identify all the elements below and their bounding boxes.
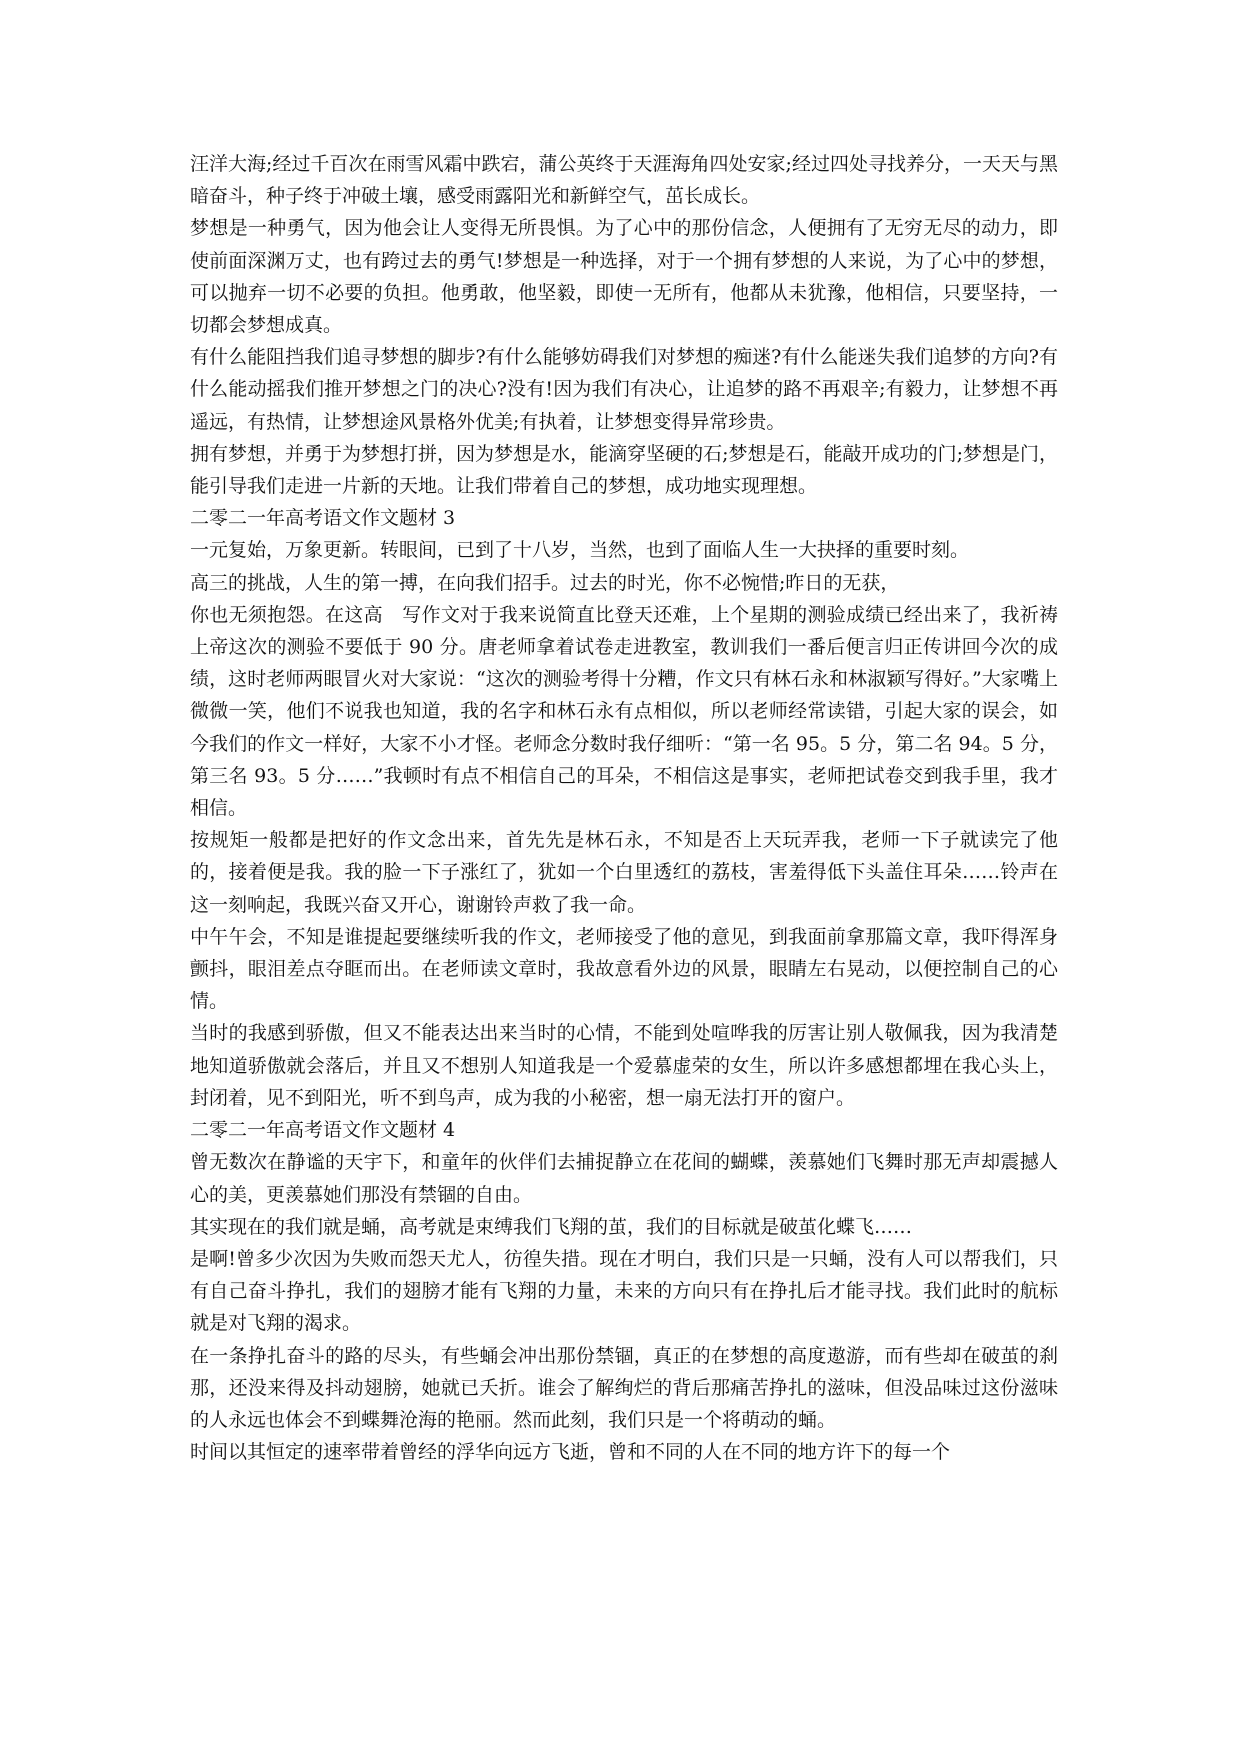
paragraph-dream-courage: 梦想是一种勇气，因为他会让人变得无所畏惧。为了心中的那份信念，人便拥有了无穷无尽的动力，即使前面深渊万丈，也有跨过去的勇气!梦想是一种选择，对于一个拥有梦想的人来说，为了心中的梦想，可以抛弃一切不必要的负担。他勇敢，他坚毅，即使一无所有，他都从未犹豫，他相信，只要坚持，一切都会梦想成真。 — [190, 217, 1058, 337]
paragraph-end-of-road: 在一条挣扎奋斗的路的尽头，有些蛹会冲出那份禁锢，真正的在梦想的高度遨游，而有些却在破茧的刹那，还没来得及抖动翅膀，她就已夭折。谁会了解绚烂的背后那痛苦挣扎的滋味，但没品味过这份滋味的人永远也体会不到蝶舞沧海的艳丽。然而此刻，我们只是一个将萌动的蛹。 — [190, 1344, 1058, 1431]
paragraph-test-scores: 你也无须抱怨。在这高 写作文对于我来说简直比登天还难，上个星期的测验成绩已经出来了，我祈祷上帝这次的测验不要低于 90 分。唐老师拿着试卷走进教室，教训我们一番后便言归正传讲回今次的成绩，这时老师两眼冒火对大家说：“这次的测验考得十分糟，作文只有林石永和林淑颖写得好。”大家嘴上微微一笑，他们不说我也知道，我的名字和林石永有点相似，所以老师经常读错，引起大家的误会，如今我们的作文一样好，大家不小才怪。老师念分数时我仔细听：“第一名 95。5 分，第二名 94。5 分，第三名 93。5 分……”我顿时有点不相信自己的耳朵，不相信这是事实，老师把试卷交到我手里，我才相信。 — [190, 603, 1058, 820]
paragraph-reading-essay: 按规矩一般都是把好的作文念出来，首先先是林石永，不知是否上天玩弄我，老师一下子就读完了他的，接着便是我。我的脸一下子涨红了，犹如一个白里透红的荔枝，害羞得低下头盖住耳朵……铃声在这一刻响起，我既兴奋又开心，谢谢铃声救了我一命。 — [190, 829, 1058, 916]
section-heading-3: 二零二一年高考语文作文题材 3 — [190, 507, 456, 530]
paragraph-struggle: 是啊!曾多少次因为失败而怨天尤人，彷徨失措。现在才明白，我们只是一只蛹，没有人可以帮我们，只有自己奋斗挣扎，我们的翅膀才能有飞翔的力量，未来的方向只有在挣扎后才能寻找。我们此时的航标就是对飞翔的渴求。 — [190, 1247, 1058, 1335]
paragraph-time-flies: 时间以其恒定的速率带着曾经的浮华向远方飞逝，曾和不同的人在不同的地方许下的每一个 — [190, 1441, 951, 1464]
paragraph-butterflies: 曾无数次在静谧的天宇下，和童年的伙伴们去捕捉静立在花间的蝴蝶，羡慕她们飞舞时那无声却震撼人心的美，更羡慕她们那没有禁锢的自由。 — [190, 1151, 1058, 1206]
document-body — [190, 148, 1058, 1468]
paragraph-cocoon: 其实现在的我们就是蛹，高考就是束缚我们飞翔的茧，我们的目标就是破茧化蝶飞…… — [190, 1215, 913, 1238]
paragraph-noon-meeting: 中午午会，不知是谁提起要继续听我的作文，老师接受了他的意见，到我面前拿那篇文章，我吓得浑身颤抖，眼泪差点夺眶而出。在老师读文章时，我故意看外边的风景，眼睛左右晃动，以便控制自己的心情。 — [190, 925, 1058, 1013]
section-heading-4: 二零二一年高考语文作文题材 4 — [190, 1119, 456, 1142]
paragraph-senior-challenge: 高三的挑战，人生的第一搏，在向我们招手。过去的时光，你不必惋惜;昨日的无获， — [190, 571, 900, 594]
paragraph-dream-questions: 有什么能阻挡我们追寻梦想的脚步?有什么能够妨碍我们对梦想的痴迷?有什么能迷失我们追梦的方向?有什么能动摇我们推开梦想之门的决心?没有!因为我们有决心，让追梦的路不再艰辛;有毅力，让梦想不再遥远，有热情，让梦想途风景格外优美;有执着，让梦想变得异常珍贵。 — [190, 346, 1058, 433]
paragraph-dandelion-ending: 汪洋大海;经过千百次在雨雪风霜中跌宕，蒲公英终于天涯海角四处安家;经过四处寻找养分，一天天与黑暗奋斗，种子终于冲破土壤，感受雨露阳光和新鲜空气，茁长成长。 — [190, 153, 1058, 208]
paragraph-dream-water-stone-door: 拥有梦想，并勇于为梦想打拼，因为梦想是水，能滴穿坚硬的石;梦想是石，能敲开成功的门;梦想是门，能引导我们走进一片新的天地。让我们带着自己的梦想，成功地实现理想。 — [190, 442, 1058, 498]
paragraph-new-year: 一元复始，万象更新。转眼间，已到了十八岁，当然，也到了面临人生一大抉择的重要时刻。 — [190, 539, 970, 562]
paragraph-pride: 当时的我感到骄傲，但又不能表达出来当时的心情，不能到处喧哗我的厉害让别人敬佩我，因为我清楚地知道骄傲就会落后，并且又不想别人知道我是一个爱慕虚荣的女生，所以许多感想都埋在我心头上，封闭着，见不到阳光，听不到鸟声，成为我的小秘密，想一扇无法打开的窗户。 — [190, 1022, 1058, 1109]
